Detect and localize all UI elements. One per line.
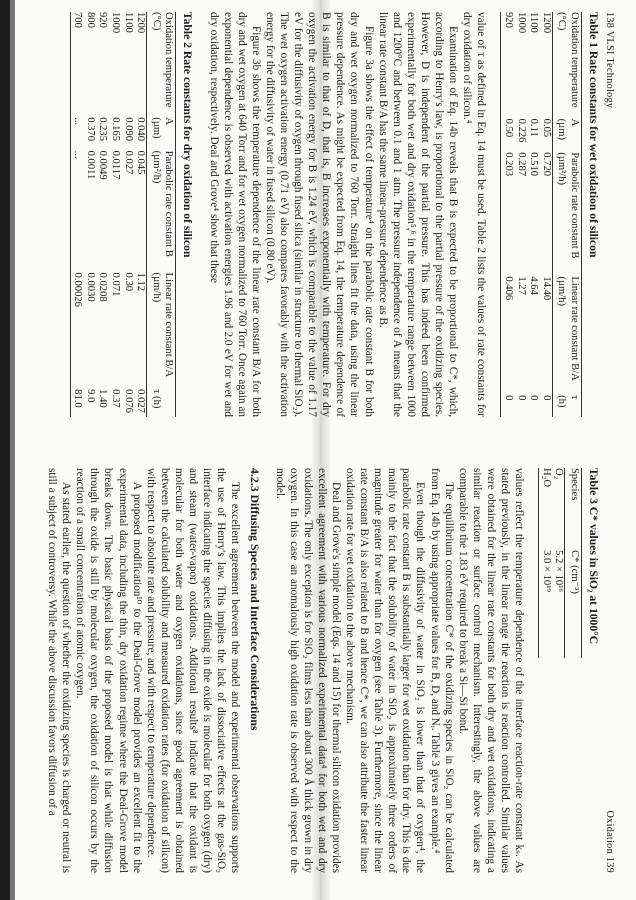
- table-cell: 920: [97, 12, 109, 28]
- table3-title: Table 3 C* values in SiO₂ at 1000°C: [587, 468, 600, 645]
- table-cell: 0.0030: [84, 272, 96, 302]
- table1-header-cell: A (µm): [552, 119, 581, 153]
- table-cell: 0.05: [540, 118, 552, 138]
- table-cell: 0.11: [528, 118, 540, 137]
- table-cell: O₂: [553, 468, 565, 480]
- table-cell: 0.720: [540, 152, 552, 177]
- table-cell: 0: [502, 395, 514, 401]
- table-cell: 0.0117: [110, 150, 121, 180]
- table-row: [121, 12, 134, 417]
- table-cell: ...: [72, 150, 84, 159]
- table-cell: 0.027: [135, 389, 147, 413]
- table2: [70, 12, 177, 417]
- table2-header-cell: τ (h): [147, 389, 176, 417]
- table-cell: 0: [528, 395, 540, 401]
- paragraph: Examination of Eq. 14b reveals that B is expected to be proportional to C*, which, according to Henry's law, is proportional to the partial pressure of the oxidizing species. However, D is independent of the partial pressure. This has indeed been confirmed experimentally for both wet and dry oxidation⁵,⁶ in the temperature range between 1000 and 1200°C and between 0.1 and 1 atm. The pressure independence of A means that the linear rate constant B/A has the same linear-pressure dependence as B.: [376, 12, 460, 417]
- left-page: [16, 12, 616, 417]
- table-cell: 800: [84, 12, 96, 28]
- table-cell: 0.287: [515, 152, 527, 177]
- table-cell: 1100: [122, 12, 134, 33]
- paragraph: Figure 3b shows the temperature dependence of the linear rate constant B/A for both dry and wet oxygen at 640 Torr and for wet oxygen normalized to 760 Torr. Once again an exponential dependence is observed with activation energies 1.96 and 2.0 eV for wet and dry oxidation, respectively. Deal and Grove⁴ show that these: [207, 12, 262, 418]
- table-cell: 0.00026: [72, 272, 84, 307]
- table-cell: 700: [72, 12, 84, 28]
- table1-header-cell: τ (h): [552, 395, 581, 417]
- table-row: [70, 12, 83, 417]
- table-row: [501, 12, 514, 417]
- table-cell: 0.406: [502, 276, 514, 301]
- table-cell: 1.12: [135, 272, 147, 292]
- table-cell: 1200: [540, 12, 552, 34]
- table-cell: 0.027: [122, 150, 134, 175]
- table-cell: 1.40: [97, 389, 109, 408]
- table-row: [539, 12, 552, 417]
- table-cell: 0.076: [122, 389, 134, 413]
- table-row: [514, 12, 527, 417]
- table-cell: 3.0 × 10¹⁹: [540, 550, 552, 593]
- paragraph: Even though the diffusivity of water in SiO₂ is lower than that of oxygen⁴, the parabolic rate constant B is substantially larger for wet oxidation than for dry. This is due mainly to the fact that the solubility of water in SiO₂ is approximately three orders of magnitude greater for water than for oxygen (see Table 3). Furthermore, since the linear rate constant B/A is also related to B and hence C*, we can also attribute the faster linear oxidation rate for wet oxidation to the above mechanism.: [344, 468, 427, 873]
- table-cell: H₂O: [540, 468, 552, 487]
- table-row: [96, 12, 109, 417]
- table-cell: 1100: [528, 12, 540, 33]
- table-row: [83, 12, 96, 417]
- table3-body: [539, 468, 565, 658]
- table2-header-cell: Linear rate constant B/A (µm/h): [147, 273, 176, 390]
- paragraph: As stated earlier, the question of whether the oxidizing species is charged or neutral is still a subject of controversy. While the above discussion favors diffusion of a: [46, 468, 73, 873]
- table-cell: ...: [72, 117, 84, 126]
- table-cell: 920: [502, 12, 514, 28]
- table-cell: 1000: [515, 12, 527, 34]
- table-cell: 4.64: [528, 276, 540, 295]
- table-cell: 0.226: [515, 118, 527, 143]
- paragraph: The excellent agreement between the model and experimental observations supports the use of Henry's law. This implies the lack of dissociative effects at the gas-SiO₂ interface indicating the species diffusing in the oxide is molecular for both oxygen (dry) and steam (water-vapor) oxidations. Additional results⁸ indicate that the oxidant is molecular for both water and oxygen oxidations, since good agreement is obtained between the calculated solubility and measured oxidation rates (for oxidation of silicon) with respect to absolute rate and pressure, and with respect to temperature dependence.: [144, 468, 242, 873]
- table3-header-cell: C* (cm⁻³): [565, 550, 582, 658]
- table-cell: 0.045: [135, 150, 147, 175]
- table1-body: [501, 12, 552, 417]
- paragraph: values reflect the temperature dependence of the interface reaction-rate constant kₛ. As stated previously, in the linear range the reaction is reaction controlled. Similar values were obtained for the linear rate constants for both dry and wet oxidations, indicating a similar reaction or surface control mechanism. Interestingly, the above values are comparable to the 1.83 eV required to break a Si—Si bond.: [456, 468, 526, 873]
- table-cell: 0.50: [502, 118, 514, 138]
- paragraph: Figure 3a shows the effect of temperature⁴ on the parabolic rate constant B for both dry and wet oxygen normalized to 760 Torr. Straight lines fit the data, using the linear pressure dependence. As might be expected from Eq. 14, the temperature dependence of B is similar to that of D, that is, B increases exponentially with temperature. For dry oxygen the activation energy for B is 1.24 eV, which is comparable to the value of 1.17 eV for the diffusivity of oxygen through fused silica (similar in structure to thermal SiO₂). The wet oxygen activation energy (0.71 eV) also compares favorably with the activation energy for the diffusivity of water in fused silicon (0.80 eV).: [263, 12, 375, 417]
- table-cell: 0.370: [84, 117, 96, 142]
- table-cell: 0.37: [110, 389, 121, 408]
- running-head-right: [600, 468, 616, 873]
- table-cell: 14.40: [540, 276, 552, 301]
- table-cell: 0.0208: [97, 272, 109, 302]
- table-row: [134, 12, 147, 417]
- paragraph: A proposed modification¹⁰ to the Deal-Grove model provides an excellent fit to the experimental data, including the thin, dry oxidation regime where the Deal-Grove model breaks down. The basic physical basis of the proposed model is that while diffusion through the oxide is still by molecular oxygen, the oxidation of silicon occurs by the reaction of a small concentration of atomic oxygen.: [74, 468, 143, 873]
- paragraph: value of τ as defined in Eq. 14 must be used. Table 2 lists the values of rate constants for dry oxidation of silicon.⁴: [461, 12, 488, 417]
- table-cell: 0.510: [528, 152, 540, 177]
- table-cell: 0.30: [122, 272, 134, 292]
- table-cell: 9.0: [84, 389, 96, 403]
- table-row: [527, 12, 540, 417]
- table-cell: 1.27: [515, 276, 527, 295]
- table-cell: 0.0049: [97, 150, 109, 180]
- paragraph: The equilibrium concentration C* of the oxidizing species in SiO₂ can be calculated from Eq. 14b by using appropriate values for B, D, and Nᵢ. Table 3 gives an example.⁴: [428, 468, 455, 873]
- table1-header-cell: Parabolic rate constant B (µm²/h): [552, 152, 581, 276]
- table3: [538, 468, 582, 658]
- table1-header-row: [552, 12, 581, 417]
- table-cell: 0: [515, 395, 527, 401]
- table-cell: 0.040: [135, 117, 147, 142]
- table-cell: 0.0011: [84, 150, 96, 180]
- table1-header-cell: Linear rate constant B/A (µm/h): [552, 276, 581, 395]
- paragraph: Deal and Grove's simple model (Eqs. 14 and 15) for thermal silicon oxidation provides excellent agreement with various normalized experimental data⁴ for both wet and dry oxidations. The only exception is for SiO₂ films less than about 300 Å thick grown in dry oxygen. In this case an anomalously high oxidation rate is observed with respect to the model.: [273, 468, 342, 873]
- right-page: [16, 468, 616, 873]
- table-cell: 81.0: [72, 389, 84, 408]
- table-cell: 0.071: [110, 272, 121, 297]
- table-cell: 0.235: [97, 117, 109, 142]
- table3-header-cell: Species: [565, 468, 582, 550]
- table2-header-cell: Oxidation temperature (°C): [147, 12, 176, 117]
- table-row: [539, 468, 552, 658]
- table1-title: Table 1 Rate constants for wet oxidation of silicon: [587, 12, 600, 258]
- table2-header-row: [147, 12, 176, 417]
- running-head-right-text: Oxidation 139: [604, 810, 615, 873]
- table-row: [552, 468, 565, 658]
- table1-header-cell: Oxidation temperature (°C): [552, 12, 581, 119]
- table-cell: 0.165: [110, 117, 121, 142]
- table1: [500, 12, 582, 417]
- table2-header-cell: Parabolic rate constant B (µm²/h): [147, 151, 176, 273]
- table-cell: 0: [540, 395, 552, 401]
- table2-header-cell: A (µm): [147, 117, 176, 150]
- table-cell: 5.2 × 10¹⁶: [553, 550, 565, 593]
- table2-title: Table 2 Rate constants for dry oxidation of silicon: [181, 12, 195, 258]
- table-cell: 0.090: [122, 117, 134, 142]
- table2-body: [70, 12, 147, 417]
- table3-header-row: [565, 468, 582, 658]
- table-cell: 0.203: [502, 152, 514, 177]
- running-head-left: 138 VLSI Technology: [604, 12, 615, 109]
- table-cell: 1200: [135, 12, 147, 34]
- section-heading: 4.2.3 Diffusing Species and Interface Considerations: [248, 468, 263, 731]
- table-row: [108, 12, 121, 417]
- table-cell: 1000: [110, 12, 121, 34]
